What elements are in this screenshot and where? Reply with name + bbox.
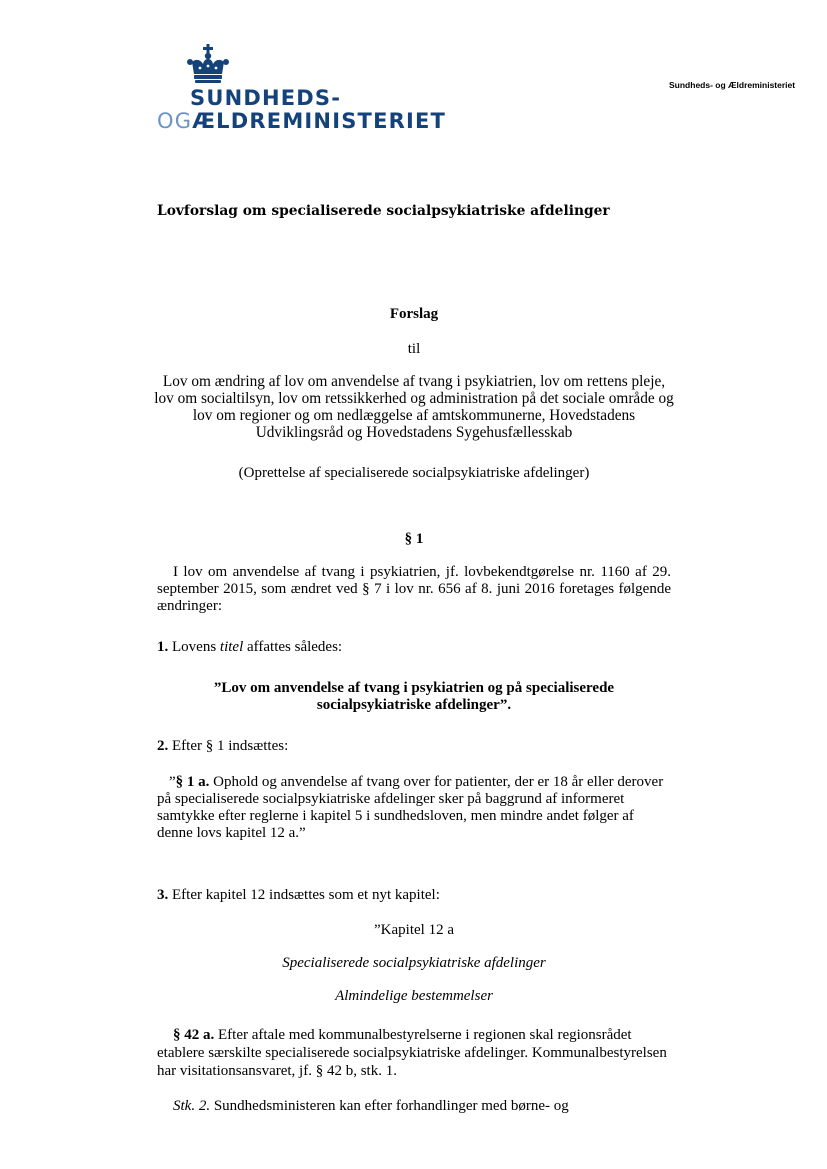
- proposal-til: til: [407, 341, 421, 357]
- proposal-heading: Forslag: [389, 306, 439, 322]
- amendment-1: [157, 639, 671, 656]
- section-intro: I lov om anvendelse af tvang i psykiatrien, jf. lovbekendtgørelse nr. 1160 af 29. september 2015, som ændret ved § 7 i lov nr. 656 af 8. juni 2016 foretages følgende ændringer:: [157, 564, 671, 614]
- law-title: Lov om ændring af lov om anvendelse af tvang i psykiatrien, lov om rettens pleje, lov om socialtilsyn, lov om retssikkerhed og administration på det sociale område og lov om regioner og om nedlæggelse af amtskommunerne, Hovedstadens Udviklingsråd og Hovedstadens Sygehusfællesskab: [154, 373, 674, 441]
- paragraph-number: § 1 a.: [175, 774, 210, 790]
- amendment-3: [157, 887, 671, 904]
- section-heading: § 1: [404, 531, 424, 547]
- amendment-number: 2.: [157, 738, 169, 754]
- amendment-text: affattes således:: [243, 639, 343, 655]
- paragraph-text: Efter aftale med kommunalbestyrelserne i regionen skal regionsrådet etablere særskilte specialiserede socialpsykiatriske afdelinger. Kommunalbestyrelsen har visitationsansvaret, jf. § 42 b, stk. 1.: [157, 1027, 667, 1079]
- paragraph-42a: [157, 1026, 667, 1080]
- document-title: Lovforslag om specialiserede socialpsykiatriske afdelinger: [157, 203, 610, 219]
- law-subtitle: (Oprettelse af specialiserede socialpsykiatriske afdelinger): [238, 465, 590, 481]
- paragraph-number: § 42 a.: [173, 1027, 215, 1043]
- paragraph-1a: [157, 774, 667, 842]
- paragraph-text: Ophold og anvendelse af tvang over for patienter, der er 18 år eller derover på specialiserede socialpsykiatriske afdelinger sker på baggrund af informeret samtykke efter reglerne i kapitel 5 i sundhedsloven, men mindre andet følger af denne lovs kapitel 12 a.”: [157, 774, 664, 841]
- new-title-quote: ”Lov om anvendelse af tvang i psykiatrien og på specialiserede socialpsykiatriske afdelinger”.: [213, 680, 615, 713]
- stk-label: Stk. 2.: [173, 1098, 211, 1114]
- stk-2: [157, 1098, 667, 1115]
- chapter-title: Specialiserede socialpsykiatriske afdelinger: [282, 955, 546, 971]
- amendment-text: Lovens: [168, 639, 220, 655]
- amendment-text: Efter kapitel 12 indsættes som et nyt kapitel:: [168, 887, 440, 903]
- amendment-2: [157, 738, 671, 755]
- logo-wordmark-line2: [157, 109, 446, 133]
- crown-icon: [186, 44, 230, 90]
- logo-wordmark-line1: SUNDHEDS-: [190, 86, 342, 110]
- amendment-number: 1.: [157, 639, 169, 655]
- logo-ministry: ÆLDREMINISTERIET: [192, 109, 447, 133]
- quote-mark: ”: [169, 774, 176, 790]
- amendment-text-italic: titel: [219, 639, 244, 655]
- amendment-text: Efter § 1 indsættes:: [168, 738, 289, 754]
- chapter-heading: ”Kapitel 12 a: [374, 922, 454, 938]
- header-ministry-name: Sundheds- og Ældreministeriet: [669, 80, 796, 90]
- logo-og: OG: [157, 109, 193, 133]
- amendment-number: 3.: [157, 887, 169, 903]
- stk-text: Sundhedsministeren kan efter forhandlinger med børne- og: [210, 1098, 569, 1114]
- chapter-subtitle: Almindelige bestemmelser: [335, 988, 493, 1004]
